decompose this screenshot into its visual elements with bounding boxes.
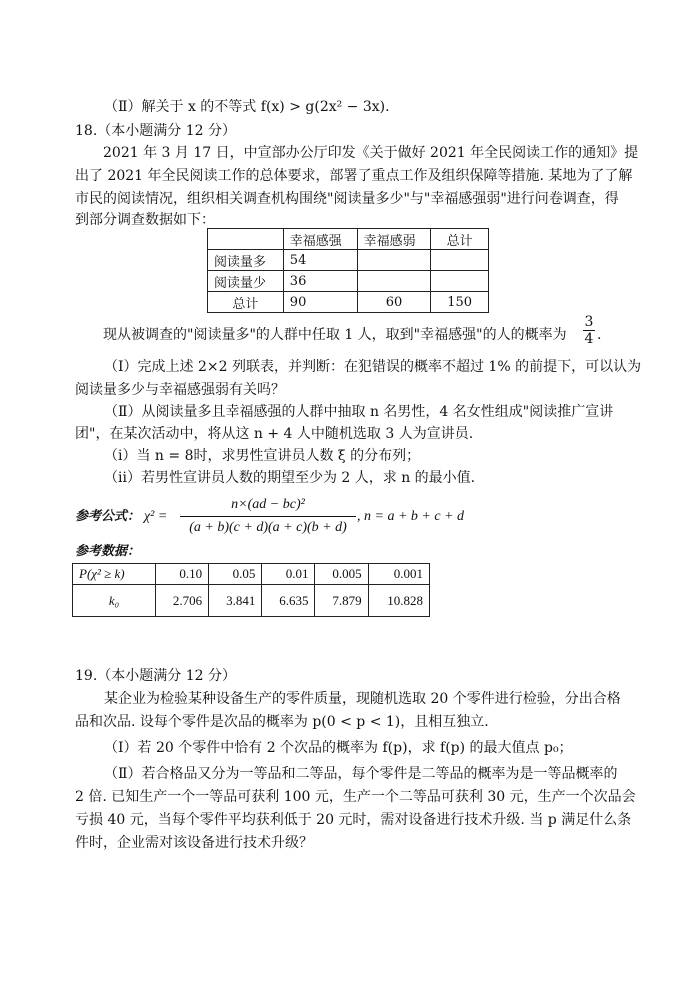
- q18-para-line2: 出了 2021 年全民阅读工作的总体要求，部署了重点工作及组织保障等措施. 某地为了了解: [75, 168, 633, 184]
- table-cell: 阅读量多: [208, 250, 284, 271]
- q18-part1-line2: 阅读量多少与幸福感强弱有关吗？: [75, 382, 285, 398]
- q18-prob-text: 现从被调查的"阅读量多"的人群中任取 1 人，取到"幸福感强"的人的概率为: [103, 327, 567, 343]
- table-cell: 幸福感弱: [357, 229, 431, 250]
- table-cell: 0.01: [262, 564, 315, 585]
- table-cell: 阅读量少: [208, 271, 284, 292]
- table-cell: 150: [431, 292, 489, 313]
- q17-part2: （Ⅱ）解关于 x 的不等式 f(x) > g(2x² − 3x).: [104, 99, 390, 115]
- q18-part2-line2: 团"，在某次活动中，将从这 n + 4 人中随机选取 3 人为宣讲员.: [75, 426, 474, 442]
- contingency-table: [207, 228, 489, 313]
- period: .: [597, 327, 602, 343]
- q18-part2-line1: （Ⅱ）从阅读量多且幸福感强的人群中抽取 n 名男性，4 名女性组成"阅读推广宣讲: [104, 404, 614, 420]
- table-row: [208, 271, 489, 292]
- chi-square-fraction: [180, 494, 356, 539]
- table-cell: 3.841: [209, 585, 262, 617]
- table-row: [208, 229, 489, 250]
- reference-table: [72, 563, 430, 617]
- table-cell: 7.879: [315, 585, 368, 617]
- q18-para-line4: 到部分调查数据如下：: [75, 212, 215, 228]
- q18-sub2: （ⅱ）若男性宣讲员人数的期望至少为 2 人，求 n 的最小值.: [104, 470, 476, 486]
- q18-para-line3: 市民的阅读情况，组织相关调查机构围绕"阅读量多少"与"幸福感强弱"进行问卷调查，得: [75, 191, 619, 207]
- q19-para-line2: 品和次品. 设每个零件是次品的概率为 p(0 < p < 1)，且相互独立.: [75, 714, 489, 730]
- table-cell: 0.05: [209, 564, 262, 585]
- table-cell: 2.706: [156, 585, 209, 617]
- table-row: [208, 250, 489, 271]
- table-cell: [357, 250, 431, 271]
- q19-part2-line4: 件时，企业需对该设备进行技术升级？: [75, 835, 313, 851]
- table-cell: 总计: [208, 292, 284, 313]
- q18-sub1: （ⅰ）当 n = 8时，求男性宣讲员人数 ξ 的分布列；: [104, 448, 421, 464]
- q18-part1-line1: （Ⅰ）完成上述 2×2 列联表，并判断：在犯错误的概率不超过 1% 的前提下，可以认为: [104, 359, 642, 375]
- table-cell: 90: [283, 292, 357, 313]
- data-label: 参考数据：: [75, 544, 141, 559]
- table-cell: [208, 229, 284, 250]
- q18-header: 18.（本小题满分 12 分）: [75, 123, 236, 139]
- table-cell: [431, 250, 489, 271]
- fraction-numerator: 3: [584, 314, 594, 330]
- q19-para-line1: 某企业为检验某种设备生产的零件质量，现随机选取 20 个零件进行检验，分出合格: [104, 691, 621, 707]
- q19-part1: （Ⅰ）若 20 个零件中恰有 2 个次品的概率为 f(p)，求 f(p) 的最大值点 p₀；: [104, 740, 573, 756]
- table-cell: 10.828: [368, 585, 429, 617]
- table-row: [208, 292, 489, 313]
- formula-label: 参考公式：: [75, 509, 141, 524]
- table-cell: [431, 271, 489, 292]
- table-cell: 36: [283, 271, 357, 292]
- formula-numerator: n×(ad − bc)²: [231, 497, 305, 512]
- q19-part2-line1: （Ⅱ）若合格品又分为一等品和二等品，每个零件是二等品的概率为是一等品概率的: [104, 766, 618, 782]
- table-cell: 0.001: [368, 564, 429, 585]
- fraction-denominator: 4: [584, 331, 594, 347]
- table-cell: P(χ² ≥ k): [73, 564, 156, 585]
- table-cell: 6.635: [262, 585, 315, 617]
- q19-part2-line2: 2 倍. 已知生产一个一等品可获利 100 元，生产一个二等品可获利 30 元，生产一个次品会: [75, 789, 636, 805]
- table-cell: 0.10: [156, 564, 209, 585]
- formula-lhs: χ² =: [144, 509, 168, 524]
- prob-fraction: [583, 314, 595, 347]
- table-cell: 总计: [431, 229, 489, 250]
- table-row: [73, 564, 430, 585]
- q19-part2-line3: 亏损 40 元，当每个零件平均获利低于 20 元时，需对设备进行技术升级. 当 p 满足什么条: [75, 812, 632, 828]
- table-cell: 60: [357, 292, 431, 313]
- formula-denominator: (a + b)(c + d)(a + c)(b + d): [180, 516, 356, 539]
- table-row: [73, 585, 430, 617]
- formula-tail: , n = a + b + c + d: [357, 509, 465, 524]
- table-cell: [357, 271, 431, 292]
- q18-para-line1: 2021 年 3 月 17 日，中宣部办公厅印发《关于做好 2021 年全民阅读工作的通知》提: [103, 145, 639, 161]
- table-cell: 幸福感强: [283, 229, 357, 250]
- table-cell: 0.005: [315, 564, 368, 585]
- table-cell: 54: [283, 250, 357, 271]
- table-cell: k₀: [73, 585, 156, 617]
- q19-header: 19.（本小题满分 12 分）: [75, 668, 236, 684]
